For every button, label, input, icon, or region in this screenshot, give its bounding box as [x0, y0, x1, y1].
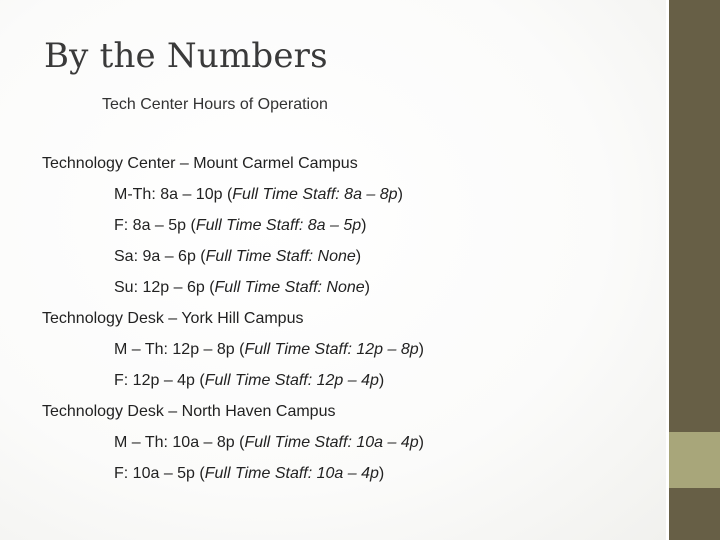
campus-heading: Technology Desk – York Hill Campus	[42, 310, 304, 327]
hours-row: Sa: 9a – 6p (Full Time Staff: None)	[114, 248, 362, 265]
hours-row: F: 8a – 5p (Full Time Staff: 8a – 5p)	[114, 217, 367, 234]
hours-time: 8a – 5p	[132, 217, 187, 234]
hours-row: F: 12p – 4p (Full Time Staff: 12p – 4p)	[114, 372, 385, 389]
page-title: By the Numbers	[44, 36, 328, 76]
page-subtitle: Tech Center Hours of Operation	[102, 96, 328, 113]
hours-row: M – Th: 10a – 8p (Full Time Staff: 10a – 4p)	[114, 434, 424, 451]
day-label: Sa	[114, 248, 134, 265]
hours-row: Su: 12p – 6p (Full Time Staff: None)	[114, 279, 370, 296]
hours-time: 9a – 6p	[142, 248, 196, 265]
campus-heading: Technology Desk – North Haven Campus	[42, 403, 336, 420]
hours-time: 12p – 4p	[132, 372, 195, 389]
hours-time: 12p – 8p	[172, 341, 235, 358]
day-label: M – Th	[114, 341, 164, 358]
hours-time: 12p – 6p	[142, 279, 205, 296]
sidebar-accent-block	[669, 432, 720, 488]
day-label: F	[114, 372, 124, 389]
staff-hours: 8a – 8p	[344, 186, 398, 203]
day-label: M – Th	[114, 434, 164, 451]
staff-hours: 8a – 5p	[307, 217, 362, 234]
hours-time: 10a – 8p	[172, 434, 235, 451]
hours-time: 10a – 5p	[132, 465, 195, 482]
staff-hours: 12p – 8p	[356, 341, 419, 358]
day-label: Su	[114, 279, 134, 296]
campus-heading: Technology Center – Mount Carmel Campus	[42, 155, 358, 172]
staff-hours: 12p – 4p	[316, 372, 379, 389]
staff-hours: None	[326, 279, 365, 296]
hours-row: M – Th: 12p – 8p (Full Time Staff: 12p – 8p)	[114, 341, 424, 358]
hours-row: F: 10a – 5p (Full Time Staff: 10a – 4p)	[114, 465, 385, 482]
hours-time: 8a – 10p	[160, 186, 223, 203]
day-label: M-Th	[114, 186, 152, 203]
staff-hours: None	[317, 248, 356, 265]
day-label: F	[114, 217, 124, 234]
staff-hours: 10a – 4p	[316, 465, 379, 482]
staff-hours: 10a – 4p	[356, 434, 419, 451]
day-label: F	[114, 465, 124, 482]
hours-row: M-Th: 8a – 10p (Full Time Staff: 8a – 8p)	[114, 186, 403, 203]
hours-list	[42, 148, 652, 489]
